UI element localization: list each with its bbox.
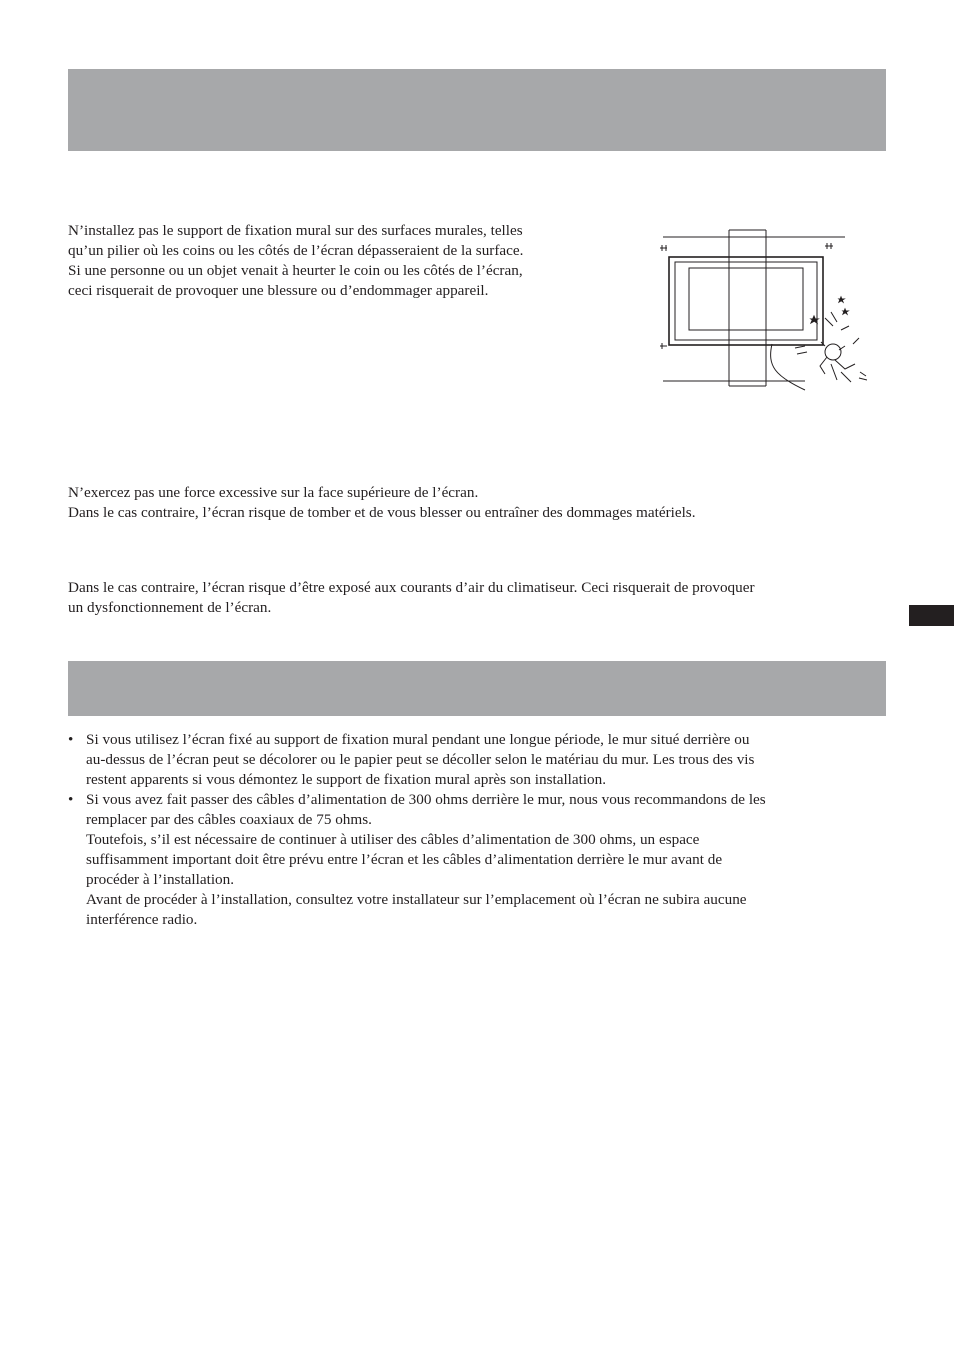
section-header-band-middle xyxy=(68,661,886,716)
text-line: Si une personne ou un objet venait à heurter le coin ou les côtés de l’écran, xyxy=(68,262,523,279)
list-item xyxy=(68,730,766,790)
text-line: au-dessus de l’écran peut se décolorer ou le papier peut se décoller selon le matériau du mur. Les trous des vis xyxy=(86,751,755,768)
bullet-icon: • xyxy=(68,791,74,808)
pillar-warning-paragraph xyxy=(68,221,523,301)
text-line: Dans le cas contraire, l’écran risque d’être exposé aux courants d’air du climatiseur. Ceci risquerait de provoquer xyxy=(68,579,755,596)
text-line: ceci risquerait de provoquer une blessure ou d’endommager appareil. xyxy=(68,282,489,299)
text-line: N’exercez pas une force excessive sur la face supérieure de l’écran. xyxy=(68,484,479,501)
text-line: procéder à l’installation. xyxy=(86,871,235,888)
text-line: qu’un pilier où les coins ou les côtés de l’écran dépasseraient de la surface. xyxy=(68,242,524,259)
air-conditioner-warning-paragraph xyxy=(68,578,755,618)
notes-list xyxy=(68,730,766,930)
text-line: Si vous avez fait passer des câbles d’alimentation de 300 ohms derrière le mur, nous vous recommandons de les xyxy=(86,791,766,808)
text-line: un dysfonctionnement de l’écran. xyxy=(68,599,272,616)
text-line: Dans le cas contraire, l’écran risque de tomber et de vous blesser ou entraîner des dommages matériels. xyxy=(68,504,696,521)
text-line: suffisamment important doit être prévu entre l’écran et les câbles d’alimentation derrière le mur avant de xyxy=(86,851,723,868)
bullet-icon: • xyxy=(68,731,74,748)
text-line: N’installez pas le support de fixation mural sur des surfaces murales, telles xyxy=(68,222,523,239)
text-line: remplacer par des câbles coaxiaux de 75 ohms. xyxy=(86,811,372,828)
text-line: interférence radio. xyxy=(86,911,198,928)
wall-mounted-display-on-pillar-collision-icon xyxy=(655,226,875,396)
force-warning-paragraph xyxy=(68,483,696,523)
text-line: Si vous utilisez l’écran fixé au support de fixation mural pendant une longue période, le mur situé derrière ou xyxy=(86,731,750,748)
list-item xyxy=(68,790,766,930)
section-header-band-top xyxy=(68,69,886,151)
text-line: Avant de procéder à l’installation, consultez votre installateur sur l’emplacement où l’écran ne subira aucune xyxy=(86,891,747,908)
page-edge-tab xyxy=(909,605,954,626)
text-line: Toutefois, s’il est nécessaire de continuer à utiliser des câbles d’alimentation de 300 ohms, un espace xyxy=(86,831,700,848)
text-line: restent apparents si vous démontez le support de fixation mural après son installation. xyxy=(86,771,607,788)
